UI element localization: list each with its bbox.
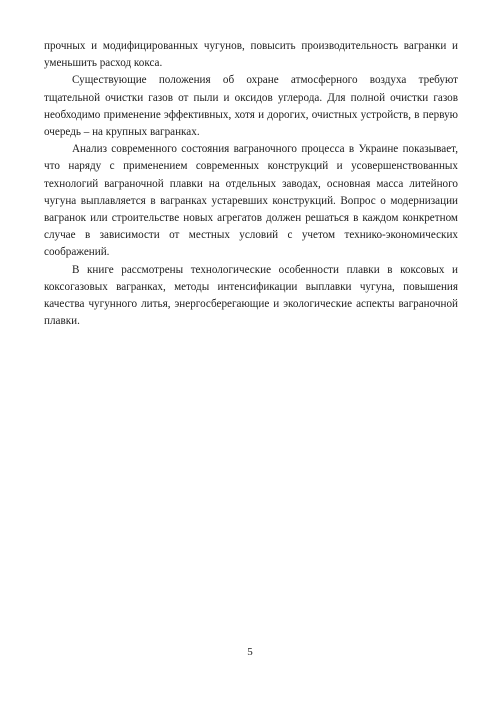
paragraph-3: Анализ современного состояния ваграночного процесса в Украине показывает, что наряду с применением современных конструкций и усовершенствованных технологий ваграночной плавки на отдельных заводах, основная масса литейного чугуна выплавляется в вагранках устаревших конструкций. Вопрос о модернизации вагранок или строительстве новых агрегатов должен решаться в каждом конкретном случае в зависимости от местных условий с учетом технико-экономических соображений. (44, 143, 458, 259)
body-text (44, 38, 458, 330)
paragraph-2: Существующие положения об охране атмосферного воздуха требуют тщательной очистки газов от пыли и оксидов углерода. Для полной очистки газов необходимо применение эффективных, хотя и дорогих, очистных устройств, в первую очередь – на крупных вагранках. (44, 74, 458, 139)
paragraph-1: прочных и модифицированных чугунов, повысить производительность вагранки и уменьшить расход кокса. (44, 40, 458, 70)
page-number: 5 (247, 646, 253, 658)
paragraph-4: В книге рассмотрены технологические особенности плавки в коксовых и коксогазовых вагранках, методы интенсификации выплавки чугуна, повышения качества чугунного литья, энергосберегающие и экологические аспекты ваграночной плавки. (44, 263, 458, 328)
